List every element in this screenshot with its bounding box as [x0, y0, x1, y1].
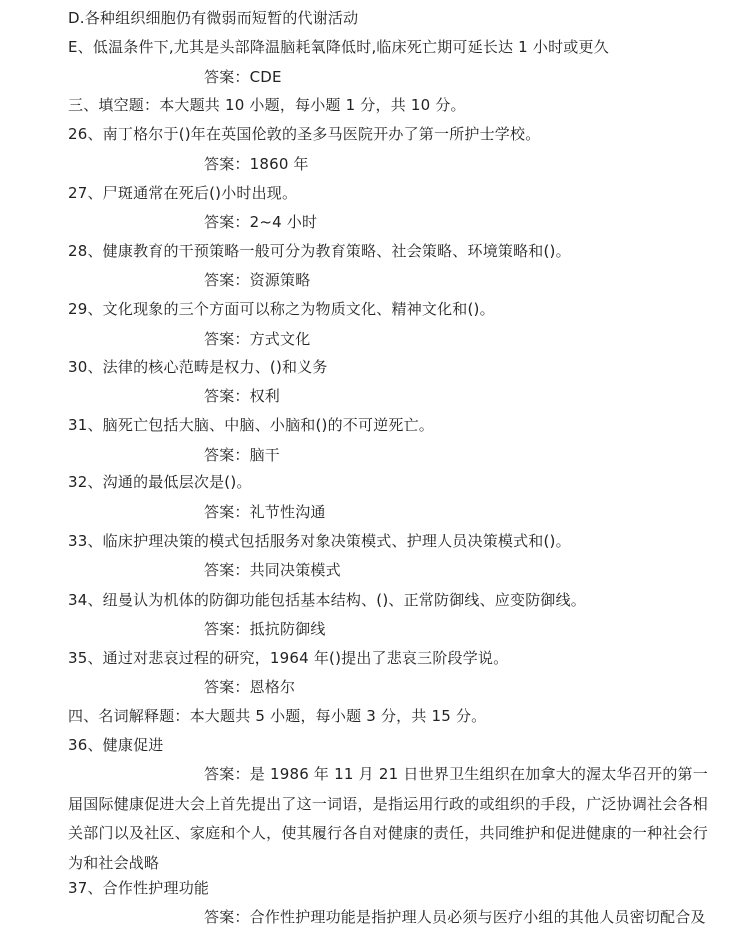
- answer-line: 答案：CDE: [204, 68, 282, 86]
- question-37: 37、合作性护理功能: [68, 879, 210, 897]
- question-line: 32、沟通的最低层次是()。: [68, 473, 252, 491]
- answer-line: 答案：方式文化: [204, 330, 311, 348]
- answer-36-paragraph: [68, 760, 708, 878]
- answer-36-text: 答案：是 1986 年 11 月 21 日世界卫生组织在加拿大的渥太华召开的第一届国际健康促进大会上首先提出了这一词语，是指运用行政的或组织的手段，广泛协调社会各相关部门以及社区、家庭和个人，使其履行各自对健康的责任，共同维护和促进健康的一种社会行为和社会战略: [68, 765, 708, 872]
- answer-line: 答案：礼节性沟通: [204, 503, 326, 521]
- answer-line: 答案：资源策略: [204, 271, 311, 289]
- question-line: 28、健康教育的干预策略一般可分为教育策略、社会策略、环境策略和()。: [68, 242, 571, 260]
- answer-line: 答案：共同决策模式: [204, 561, 341, 579]
- answer-line: 答案：脑干: [204, 446, 281, 464]
- answer-37: 答案：合作性护理功能是指护理人员必须与医疗小组的其他人员密切配合及: [204, 908, 706, 926]
- question-line: 34、纽曼认为机体的防御功能包括基本结构、()、正常防御线、应变防御线。: [68, 591, 586, 609]
- answer-line: 答案：权利: [204, 387, 281, 405]
- question-line: 27、尸斑通常在死后()小时出现。: [68, 184, 298, 202]
- question-line: 31、脑死亡包括大脑、中脑、小脑和()的不可逆死亡。: [68, 416, 434, 434]
- question-line: 三、填空题：本大题共 10 小题，每小题 1 分，共 10 分。: [68, 96, 466, 114]
- question-line: 30、法律的核心范畴是权力、()和义务: [68, 358, 328, 376]
- answer-line: 答案：1860 年: [204, 155, 309, 173]
- question-line: D.各种组织细胞仍有微弱而短暂的代谢活动: [68, 9, 359, 27]
- question-line: 35、通过对悲哀过程的研究，1964 年()提出了悲哀三阶段学说。: [68, 649, 509, 667]
- answer-line: 答案：抵抗防御线: [204, 620, 326, 638]
- question-line: E、低温条件下,尤其是头部降温脑耗氧降低时,临床死亡期可延长达 1 小时或更久: [68, 38, 609, 56]
- question-line: 33、临床护理决策的模式包括服务对象决策模式、护理人员决策模式和()。: [68, 532, 571, 550]
- question-line: 四、名词解释题：本大题共 5 小题，每小题 3 分，共 15 分。: [68, 707, 487, 725]
- answer-line: 答案：2~4 小时: [204, 213, 318, 231]
- question-line: 29、文化现象的三个方面可以称之为物质文化、精神文化和()。: [68, 300, 495, 318]
- question-line: 36、健康促进: [68, 736, 164, 754]
- answer-line: 答案：恩格尔: [204, 678, 296, 696]
- question-line: 26、南丁格尔于()年在英国伦敦的圣多马医院开办了第一所护士学校。: [68, 125, 541, 143]
